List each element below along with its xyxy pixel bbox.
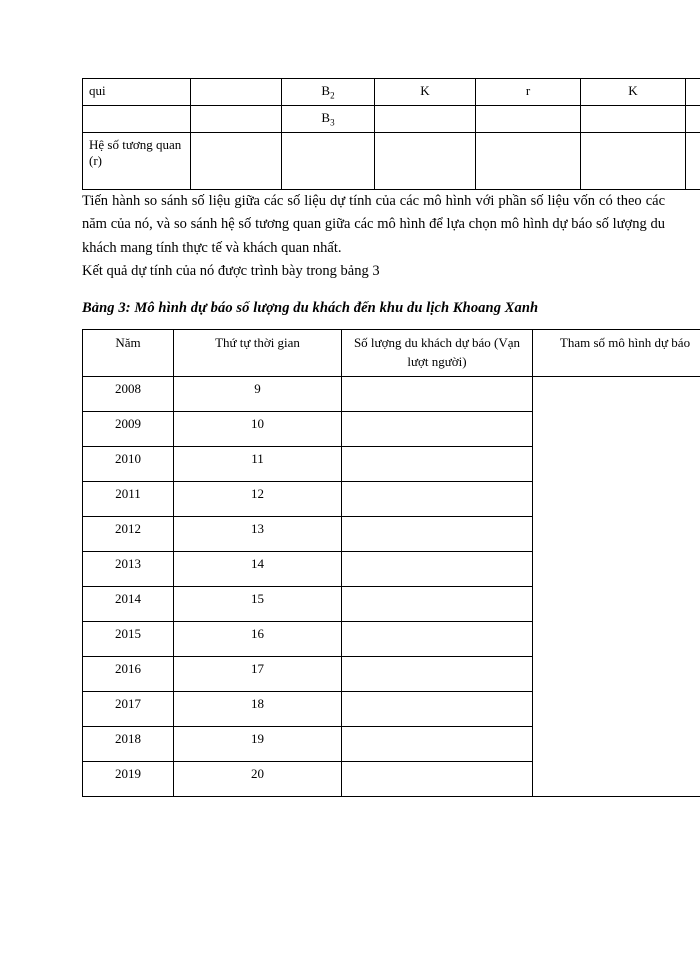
cell-year: 2008: [83, 376, 174, 411]
cell-correlation-label: Hệ số tương quan (r): [83, 133, 191, 190]
cell-r: r: [476, 79, 581, 106]
cell-order: 20: [174, 761, 342, 796]
cell-b3: $B_3$: [282, 106, 375, 133]
cell-empty: [191, 79, 282, 106]
cell-empty: [282, 133, 375, 190]
cell-order: 9: [174, 376, 342, 411]
cell-empty: [476, 133, 581, 190]
cell-year: 2010: [83, 446, 174, 481]
cell-order: 10: [174, 411, 342, 446]
cell-empty: [191, 133, 282, 190]
cell-forecast: [342, 691, 533, 726]
cell-empty: [581, 133, 686, 190]
header-model-parameters: Tham số mô hình dự báo: [533, 329, 700, 376]
table-caption: Bảng 3: Mô hình dự báo số lượng du khách đến khu du lịch Khoang Xanh: [82, 299, 539, 316]
cell-forecast: [342, 726, 533, 761]
cell-model-parameters: [533, 376, 700, 796]
cell-empty: [83, 106, 191, 133]
cell-order: 19: [174, 726, 342, 761]
cell-forecast: [342, 481, 533, 516]
continued-parameter-table: [82, 78, 700, 190]
cell-k2: K: [581, 79, 686, 106]
table-header-row: [83, 329, 700, 376]
cell-year: 2013: [83, 551, 174, 586]
cell-forecast: [342, 621, 533, 656]
table-row: [83, 376, 700, 411]
body-paragraph-1: Tiến hành so sánh số liệu giữa các số liệu dự tính của các mô hình với phần số liệu vốn có theo các năm của nó, và so sánh hệ số tương quan giữa các mô hình để lựa chọn mô hình dự báo số lượng du khách mang tính thực tế và khách quan nhất.: [82, 193, 665, 256]
cell-empty: [375, 106, 476, 133]
header-time-order: Thứ tự thời gian: [174, 329, 342, 376]
forecast-table: [82, 329, 700, 797]
cell-order: 18: [174, 691, 342, 726]
table-row: [83, 106, 700, 133]
cell-empty: [686, 106, 700, 133]
cell-forecast: [342, 446, 533, 481]
cell-order: 12: [174, 481, 342, 516]
cell-order: 11: [174, 446, 342, 481]
cell-forecast: [342, 551, 533, 586]
cell-empty: [686, 79, 700, 106]
cell-year: 2011: [83, 481, 174, 516]
table-row: [83, 133, 700, 190]
cell-year: 2014: [83, 586, 174, 621]
cell-forecast: [342, 376, 533, 411]
cell-order: 14: [174, 551, 342, 586]
subscript: 3: [330, 117, 335, 128]
cell-empty: [476, 106, 581, 133]
table-row: [83, 79, 700, 106]
cell-year: 2009: [83, 411, 174, 446]
cell-year: 2012: [83, 516, 174, 551]
cell-qui: qui: [83, 79, 191, 106]
cell-forecast: [342, 761, 533, 796]
cell-order: 13: [174, 516, 342, 551]
cell-forecast: [342, 411, 533, 446]
cell-empty: [375, 133, 476, 190]
cell-k1: K: [375, 79, 476, 106]
cell-year: 2019: [83, 761, 174, 796]
header-year: Năm: [83, 329, 174, 376]
cell-year: 2015: [83, 621, 174, 656]
cell-order: 15: [174, 586, 342, 621]
body-paragraph-2: Kết quả dự tính của nó được trình bày trong bảng 3: [82, 263, 380, 280]
subscript: 2: [330, 90, 335, 101]
cell-forecast: [342, 516, 533, 551]
cell-empty: [686, 133, 700, 190]
header-forecast-visitors: Số lượng du khách dự báo (Vạn lượt người): [342, 329, 533, 376]
cell-b2: $B_2$: [282, 79, 375, 106]
cell-forecast: [342, 586, 533, 621]
cell-order: 16: [174, 621, 342, 656]
cell-year: 2018: [83, 726, 174, 761]
cell-year: 2017: [83, 691, 174, 726]
cell-empty: [191, 106, 282, 133]
cell-forecast: [342, 656, 533, 691]
cell-empty: [581, 106, 686, 133]
cell-year: 2016: [83, 656, 174, 691]
cell-order: 17: [174, 656, 342, 691]
forecast-table-body: [83, 376, 700, 796]
